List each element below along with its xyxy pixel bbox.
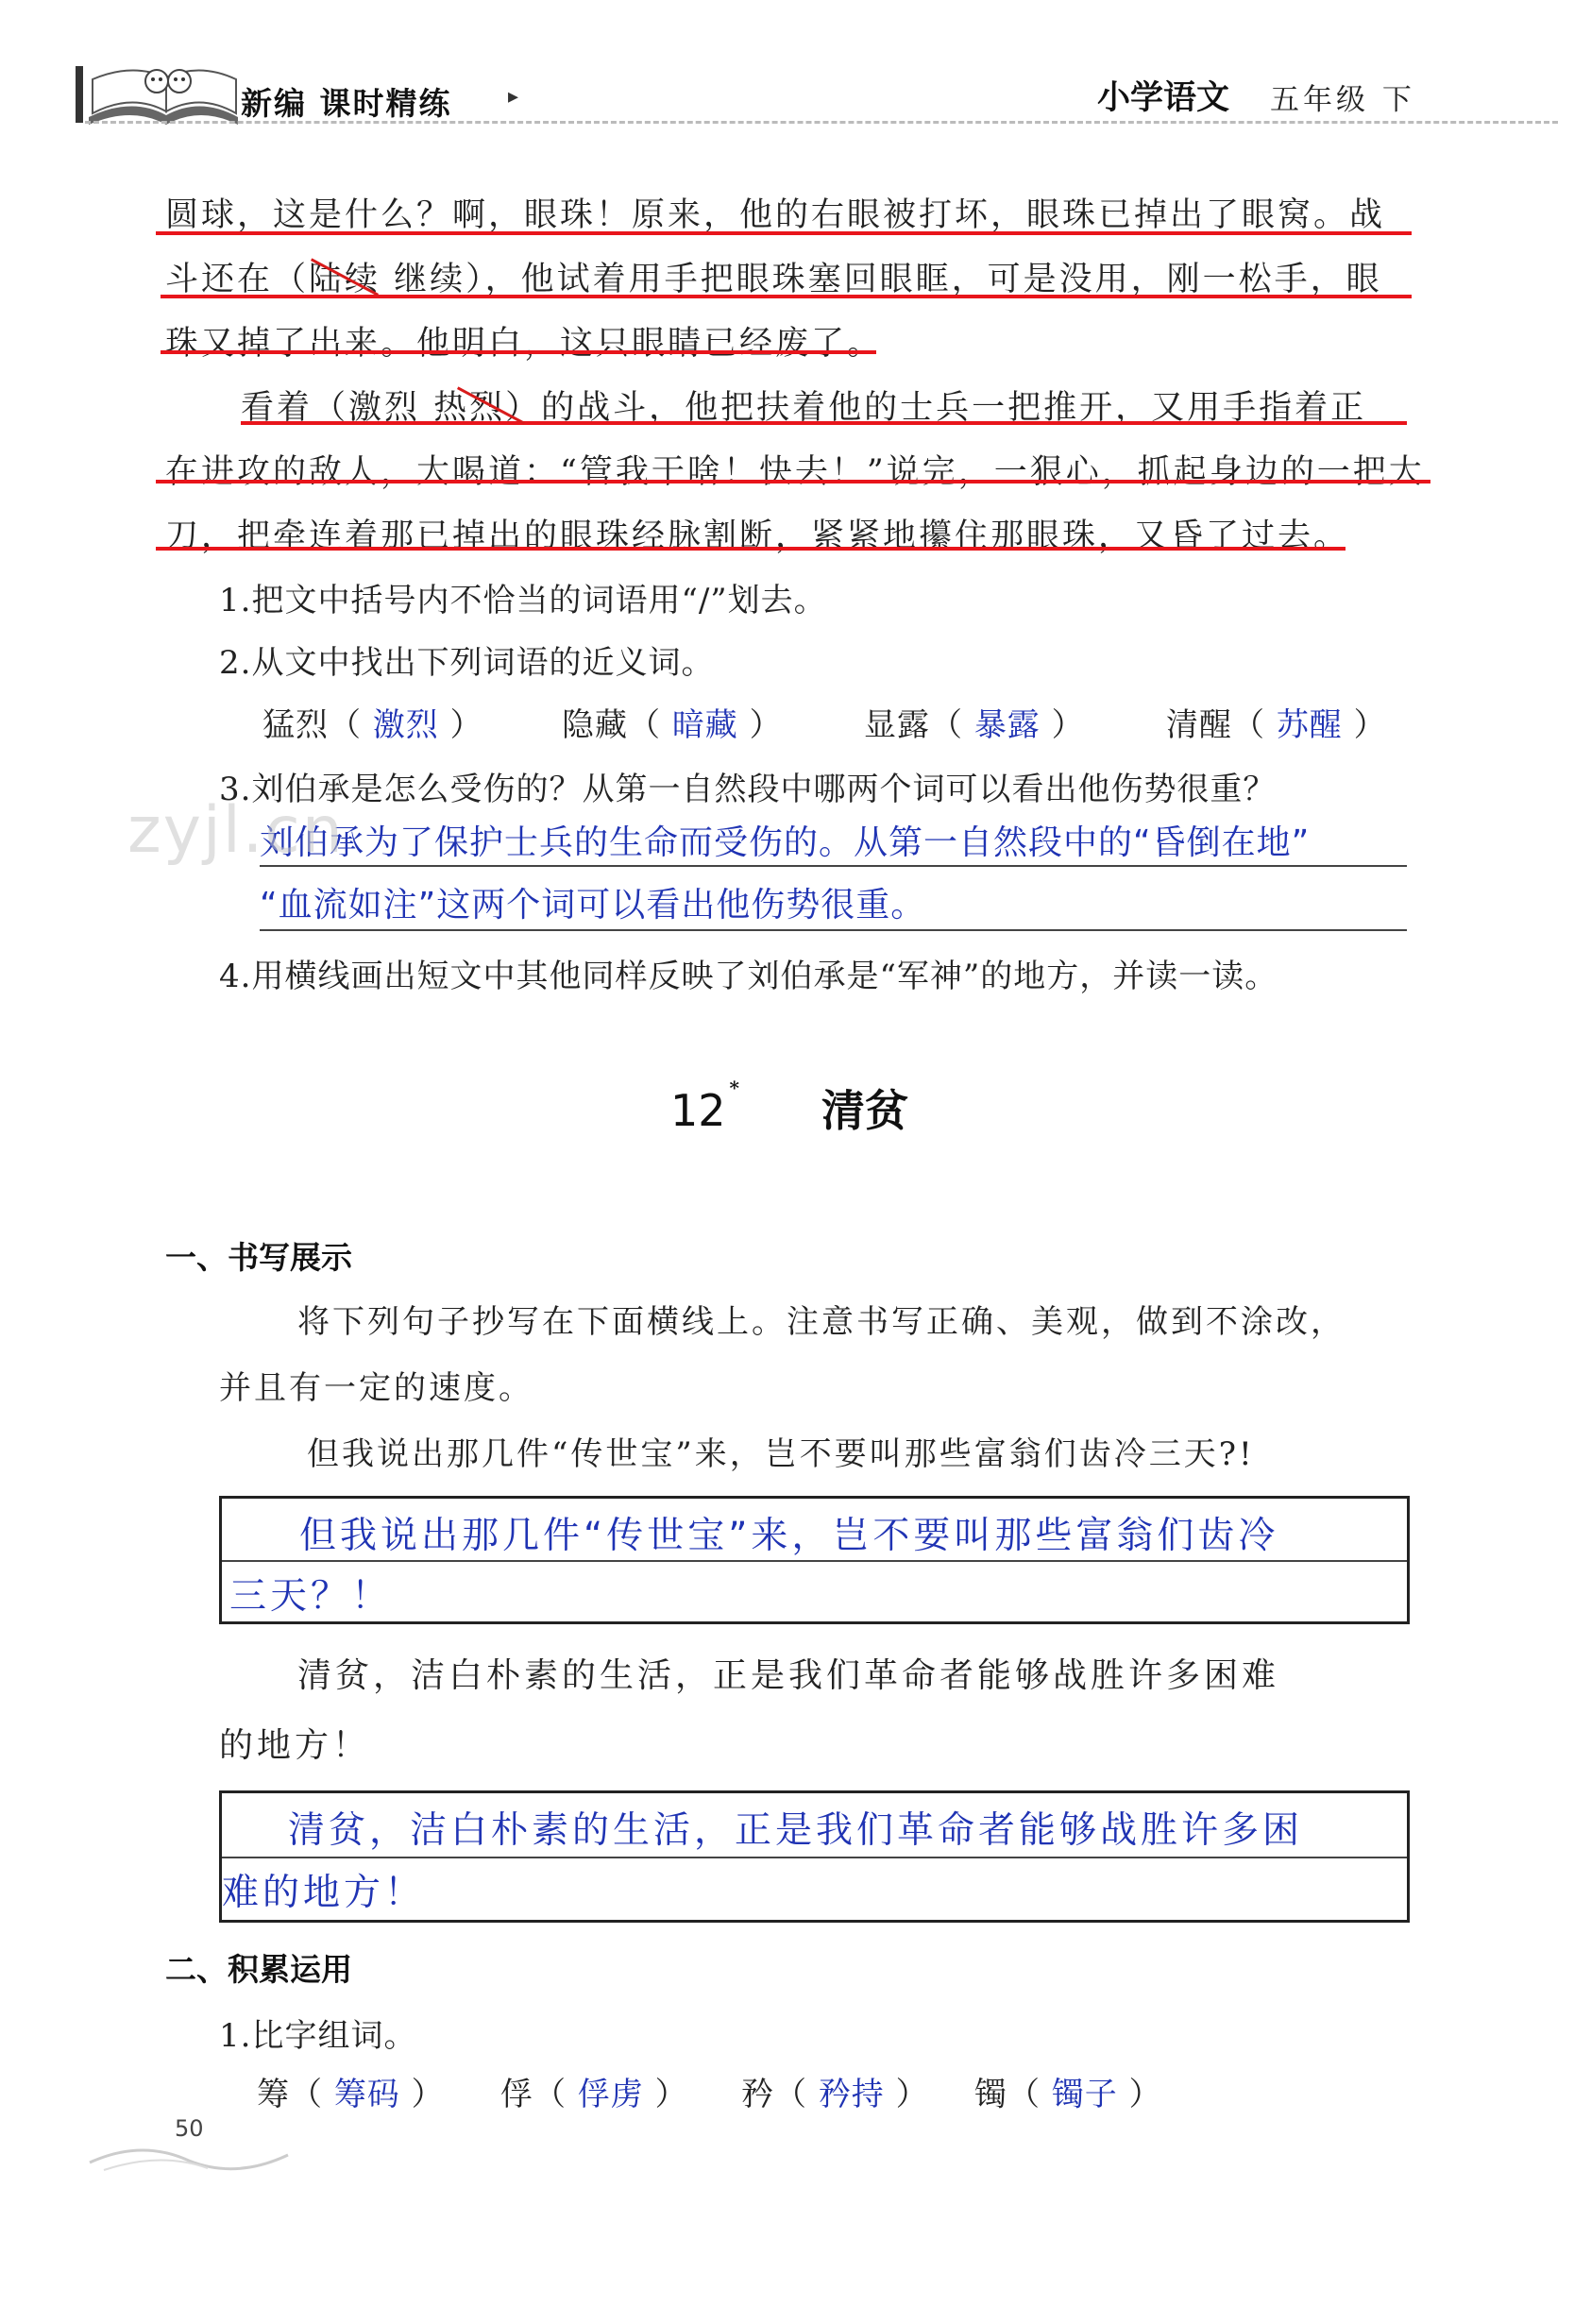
- grade-label: 五年级 下: [1270, 83, 1415, 117]
- passage-line: 看着（激烈 热烈）的战斗，他把扶着他的士兵一把推开，又用手指着正: [241, 389, 1367, 427]
- lesson-number: 12: [670, 1085, 726, 1136]
- passage-line: 在进攻的敌人，大喝道：“管我干啥！快去！”说完，一狠心，抓起身边的一把大: [165, 453, 1425, 491]
- word-answer: 俘虏: [577, 2076, 644, 2113]
- annotation-underline: [241, 421, 1407, 425]
- synonym-item: 显露（ 暴露 ）: [864, 706, 1085, 744]
- section-heading: 一、书写展示: [165, 1239, 352, 1276]
- word-answer: 镯子: [1051, 2076, 1118, 2113]
- writing-box[interactable]: [219, 1790, 1410, 1923]
- synonym-item: 猛烈（ 激烈 ）: [262, 706, 483, 744]
- annotation-underline: [161, 295, 1412, 298]
- instruction: 将下列句子抄写在下面横线上。注意书写正确、美观，做到不涂改，: [297, 1303, 1346, 1341]
- section-heading: 二、积累运用: [165, 1951, 352, 1988]
- synonym-answer: 暴露: [973, 706, 1041, 744]
- word-item: 矜（ 矜持 ）: [741, 2076, 929, 2113]
- lesson-name: 清贫: [821, 1085, 909, 1136]
- writing-line: [222, 1560, 1407, 1562]
- synonym-word: 显露: [864, 706, 930, 744]
- copy-sentence: 但我说出那几件“传世宝”来，岂不要叫那些富翁们齿冷三天?!: [307, 1435, 1255, 1473]
- passage-line: 圆球，这是什么？啊，眼珠！原来，他的右眼被打坏，眼珠已掉出了眼窝。战: [165, 196, 1386, 234]
- watermark: zyjl.cn: [127, 793, 345, 868]
- annotation-underline: [161, 350, 876, 354]
- series-title: 新编 课时精练: [241, 85, 452, 122]
- lesson-title: [670, 1077, 908, 1139]
- passage-line: 斗还在（陆续 继续），他试着用手把眼珠塞回眼眶，可是没用，刚一松手，眼: [165, 261, 1382, 298]
- handwritten-copy: 三天？！: [229, 1575, 393, 1618]
- word-answer: 矜持: [818, 2076, 885, 2113]
- synonym-answer: 暗藏: [671, 706, 738, 744]
- passage-line: 刀，把牵连着那已掉出的眼珠经脉割断，紧紧地攥住那眼珠，又昏了过去。: [165, 517, 1350, 555]
- header-divider: [85, 121, 1558, 124]
- handwritten-copy: 清贫，洁白朴素的生活，正是我们革命者能够战胜许多困: [288, 1809, 1304, 1852]
- word-item: 镯（ 镯子 ）: [974, 2076, 1162, 2113]
- writing-line: [222, 1857, 1407, 1858]
- question-3-answer: “血流如注”这两个词可以看出他伤势很重。: [260, 886, 926, 925]
- word-item: 俘（ 俘虏 ）: [500, 2076, 688, 2113]
- word-char: 矜: [741, 2076, 774, 2113]
- handwritten-copy: 难的地方！: [222, 1872, 426, 1914]
- passage-line: 珠又掉了出来。他明白，这只眼睛已经废了。: [165, 325, 884, 363]
- annotation-underline: [156, 547, 1346, 551]
- question-1: 1.比字组词。: [219, 2017, 417, 2055]
- synonym-word: 猛烈: [262, 706, 329, 744]
- word-answer: 筹码: [333, 2076, 400, 2113]
- word-char: 镯: [974, 2076, 1007, 2113]
- lesson-star: *: [729, 1077, 740, 1099]
- question-3: 3.刘伯承是怎么受伤的？从第一自然段中哪两个词可以看出他伤势很重？: [219, 771, 1277, 808]
- question-4: 4.用横线画出短文中其他同样反映了刘伯承是“军神”的地方，并读一读。: [219, 958, 1278, 995]
- synonym-item: 清醒（ 苏醒 ）: [1166, 706, 1387, 744]
- synonym-item: 隐藏（ 暗藏 ）: [562, 706, 783, 744]
- question-2: 2.从文中找出下列词语的近义词。: [219, 644, 715, 682]
- copy-sentence: 清贫，洁白朴素的生活，正是我们革命者能够战胜许多困难: [297, 1656, 1280, 1695]
- synonym-word: 隐藏: [562, 706, 628, 744]
- word-item: 筹（ 筹码 ）: [257, 2076, 445, 2113]
- synonym-answer: 苏醒: [1276, 706, 1343, 744]
- instruction: 并且有一定的速度。: [219, 1369, 533, 1407]
- page-number: 50: [175, 2115, 204, 2142]
- copy-sentence: 的地方！: [219, 1726, 371, 1765]
- series-arrow-icon: ▸: [508, 85, 519, 109]
- subject-label: 小学语文: [1097, 78, 1230, 117]
- handwritten-copy: 但我说出那几件“传世宝”来，岂不要叫那些富翁们齿冷: [299, 1515, 1279, 1557]
- question-3-answer: 刘伯承为了保护士兵的生命而受伤的。从第一自然段中的“昏倒在地”: [260, 823, 1311, 862]
- answer-line: [260, 865, 1407, 867]
- answer-line: [260, 929, 1407, 931]
- synonym-answer: 激烈: [372, 706, 439, 744]
- annotation-underline: [156, 231, 1412, 235]
- question-1: 1.把文中括号内不恰当的词语用“/”划去。: [219, 582, 827, 619]
- word-char: 筹: [257, 2076, 290, 2113]
- synonym-word: 清醒: [1166, 706, 1232, 744]
- annotation-underline: [156, 480, 1430, 483]
- word-char: 俘: [500, 2076, 533, 2113]
- writing-box[interactable]: [219, 1496, 1410, 1624]
